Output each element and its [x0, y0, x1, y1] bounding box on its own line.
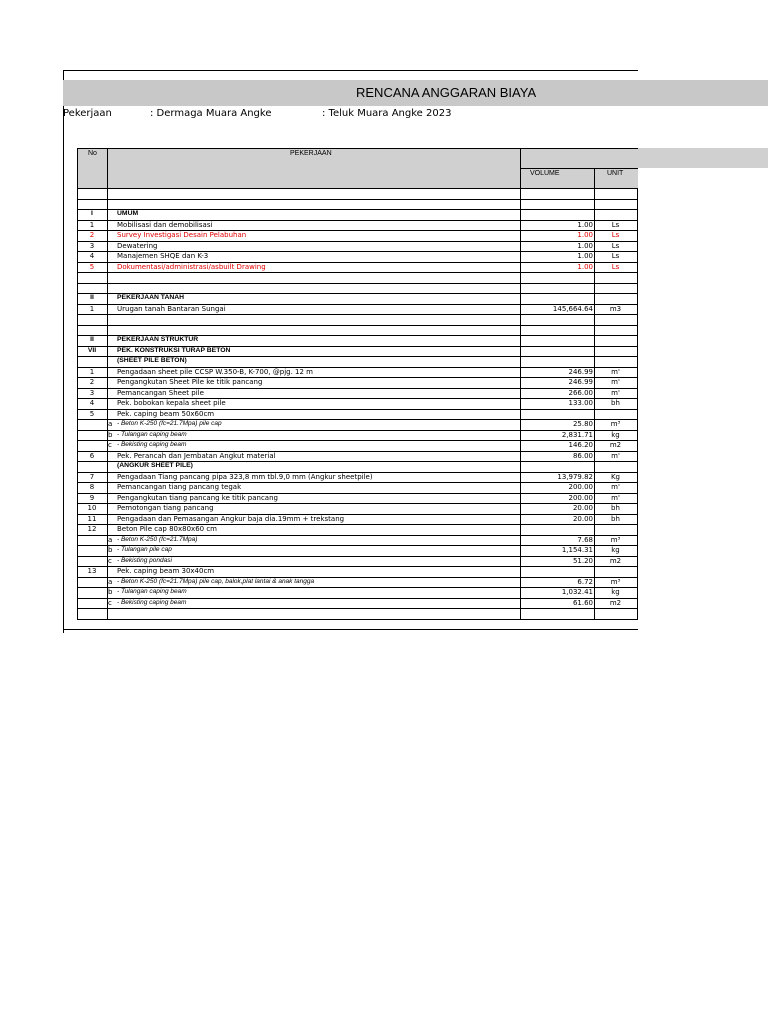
row-sub-index: b — [108, 430, 113, 439]
grid-row-line — [77, 251, 638, 252]
row-unit — [594, 293, 637, 304]
row-number: 9 — [89, 493, 95, 502]
row-unit: kg — [611, 430, 620, 439]
row-description: - Tulangan caping beam — [117, 588, 187, 595]
row-volume: 1,032.41 — [561, 588, 593, 596]
row-volume — [521, 293, 593, 304]
row-volume — [521, 619, 593, 630]
row-unit — [594, 283, 637, 294]
info-label: Pekerjaan — [63, 108, 112, 119]
info-project: : Dermaga Muara Angke — [150, 108, 272, 119]
grid-row-line — [77, 482, 638, 483]
table-row — [63, 535, 638, 546]
row-unit: m³ — [610, 420, 621, 428]
page-title: RENCANA ANGGARAN BIAYA — [356, 85, 537, 100]
header-unit: UNIT — [607, 170, 624, 177]
grid-row-line — [77, 440, 638, 441]
row-volume: 133.00 — [568, 399, 593, 407]
row-description: Mobilisasi dan demobilisasi — [117, 220, 213, 229]
grid-row-line — [77, 304, 638, 305]
row-number — [77, 535, 107, 546]
row-number — [77, 461, 107, 472]
grid-row-line — [77, 608, 638, 609]
grid-row-line — [77, 409, 638, 410]
grid-row-line — [77, 325, 638, 326]
table-row — [63, 472, 638, 483]
header-no: No — [88, 150, 97, 157]
row-number: 5 — [89, 262, 95, 271]
table-row — [63, 325, 638, 336]
row-description: - Beton K-250 (fc=21.7Mpa) pile cap — [117, 420, 222, 427]
row-description: Manajemen SHQE dan K-3 — [117, 252, 209, 260]
row-description: PEKERJAAN TANAH — [117, 294, 185, 301]
row-description: - Bekisting pondasi — [117, 556, 172, 564]
row-description: Pek. Perancah dan Jembatan Angkut material — [117, 451, 276, 460]
row-number — [77, 440, 107, 451]
row-description: (SHEET PILE BETON) — [117, 357, 187, 364]
table-row — [63, 587, 638, 598]
row-description — [117, 188, 517, 199]
table-row — [63, 556, 638, 567]
table-row — [63, 293, 638, 304]
row-volume: 51.20 — [572, 556, 593, 565]
row-unit — [594, 314, 637, 325]
grid-column-line — [594, 188, 595, 619]
sheet-top-border — [63, 70, 638, 71]
row-description: Pek. bobokan kepala sheet pile — [117, 399, 226, 407]
row-sub-index: c — [108, 441, 112, 449]
row-volume — [521, 524, 593, 535]
row-volume — [521, 325, 593, 336]
row-unit: Kg — [610, 472, 621, 481]
header-pekerjaan-divider — [520, 148, 521, 188]
row-number: II — [90, 294, 94, 301]
row-unit — [594, 461, 637, 472]
table-row — [63, 619, 638, 630]
row-volume: 25.80 — [572, 420, 593, 428]
grid-row-line — [77, 472, 638, 473]
row-sub-index: a — [108, 535, 113, 544]
grid-row-line — [77, 577, 638, 578]
sheet-bottom-border — [63, 629, 638, 630]
table-row — [63, 377, 638, 388]
row-volume — [521, 209, 593, 220]
row-unit: Ls — [611, 252, 620, 260]
row-description: Pemancangan tiang pancang tegak — [117, 483, 242, 491]
grid-row-line — [77, 619, 638, 620]
table-row — [63, 283, 638, 294]
row-unit: m2 — [609, 441, 622, 449]
row-volume: 1.00 — [577, 262, 593, 271]
row-unit: m' — [611, 493, 620, 502]
row-unit: m' — [611, 378, 620, 386]
row-unit: Ls — [611, 262, 620, 271]
grid-row-line — [77, 199, 638, 200]
row-description: Urugan tanah Bantaran Sungai — [117, 304, 226, 313]
row-unit — [594, 608, 637, 619]
row-unit: m' — [611, 483, 620, 491]
row-number: 11 — [87, 514, 97, 523]
grid-row-line — [77, 598, 638, 599]
grid-row-line — [77, 514, 638, 515]
row-number — [77, 419, 107, 430]
row-description — [117, 314, 517, 325]
row-volume: 1.00 — [577, 241, 593, 250]
table-row — [63, 514, 638, 525]
table-row — [63, 566, 638, 577]
table-row — [63, 388, 638, 399]
row-number: 2 — [89, 378, 95, 386]
table-row — [63, 188, 638, 199]
row-number — [77, 199, 107, 210]
row-volume: 6.72 — [577, 577, 593, 586]
row-volume: 145,664.64 — [552, 304, 593, 313]
row-description: Pek. caping beam 50x60cm — [117, 409, 215, 418]
row-unit — [594, 335, 637, 346]
row-description — [117, 608, 517, 619]
row-unit: m2 — [609, 556, 622, 565]
row-unit: bh — [611, 399, 620, 407]
grid-row-line — [77, 293, 638, 294]
table-row — [63, 577, 638, 588]
row-unit — [594, 325, 637, 336]
grid-row-line — [77, 272, 638, 273]
grid-row-line — [77, 283, 638, 284]
row-number: 8 — [89, 483, 95, 491]
header-volume: VOLUME — [530, 170, 560, 177]
row-description: - Beton K-250 (fc=21.7Mpa) — [117, 535, 198, 543]
row-description: Pemotongan tiang pancang — [117, 504, 214, 512]
row-unit — [594, 566, 637, 577]
row-description: Dokumentasi/administrasi/asbuilt Drawing — [117, 262, 266, 271]
row-unit: Ls — [611, 220, 620, 229]
row-number: II — [90, 336, 94, 343]
grid-row-line — [77, 461, 638, 462]
row-unit: Ls — [611, 231, 620, 239]
row-number: I — [91, 210, 93, 217]
row-volume: 246.99 — [568, 367, 593, 376]
row-sub-index: b — [108, 546, 113, 554]
table-row — [63, 419, 638, 430]
grid-row-line — [77, 262, 638, 263]
table-row — [63, 430, 638, 441]
row-number — [77, 619, 107, 630]
row-volume — [521, 356, 593, 367]
row-number: 4 — [89, 399, 95, 407]
row-number — [77, 356, 107, 367]
row-unit — [594, 188, 637, 199]
row-number — [77, 283, 107, 294]
grid-column-line — [637, 188, 638, 619]
row-number: 7 — [89, 472, 95, 481]
grid-row-line — [77, 493, 638, 494]
row-unit — [594, 272, 637, 283]
row-unit: m³ — [610, 535, 621, 544]
info-location: : Teluk Muara Angke 2023 — [322, 108, 452, 119]
row-unit: m' — [611, 367, 620, 376]
grid-row-line — [77, 314, 638, 315]
row-number: 1 — [89, 304, 95, 313]
row-number: 10 — [87, 504, 97, 512]
row-volume — [521, 608, 593, 619]
row-volume — [521, 272, 593, 283]
row-description: Pengadaan sheet pile CCSP W.350-B, K-700, @pjg. 12 m — [117, 367, 313, 376]
row-number — [77, 598, 107, 609]
row-volume — [521, 461, 593, 472]
table-row — [63, 314, 638, 325]
grid-row-line — [77, 524, 638, 525]
grid-row-line — [77, 346, 638, 347]
grid-row-line — [77, 430, 638, 431]
header-no-divider — [107, 148, 108, 188]
row-number: 3 — [89, 388, 95, 397]
row-volume — [521, 188, 593, 199]
row-unit — [594, 356, 637, 367]
grid-column-line — [520, 188, 521, 619]
row-number — [77, 587, 107, 598]
row-unit: m3 — [609, 304, 622, 313]
table-row — [63, 367, 638, 378]
row-volume: 146.20 — [568, 441, 593, 449]
table-row — [63, 608, 638, 619]
table-row — [63, 493, 638, 504]
grid-row-line — [77, 545, 638, 546]
row-description — [117, 325, 517, 336]
row-unit: m³ — [610, 577, 621, 586]
table-row — [63, 503, 638, 514]
row-number — [77, 556, 107, 567]
table-row — [63, 272, 638, 283]
table-row — [63, 199, 638, 210]
table-row — [63, 356, 638, 367]
grid-row-line — [77, 220, 638, 221]
row-number: 2 — [89, 231, 95, 239]
row-volume: 1.00 — [577, 231, 593, 239]
row-description: Pengadaan Tiang pancang pipa 323,8 mm tbl.9,0 mm (Angkur sheetpile) — [117, 472, 373, 481]
header-mid-line — [521, 168, 638, 169]
table-row — [63, 346, 638, 357]
row-unit — [594, 524, 637, 535]
grid-row-line — [77, 419, 638, 420]
row-volume — [521, 335, 593, 346]
table-row — [63, 398, 638, 409]
table-row — [63, 262, 638, 273]
row-description: PEK. KONSTRUKSI TURAP BETON — [117, 346, 231, 354]
row-volume: 7.68 — [577, 535, 593, 544]
row-volume: 1,154.31 — [561, 546, 593, 554]
row-unit: m' — [611, 451, 620, 460]
row-number — [77, 430, 107, 441]
header-left-border — [77, 148, 78, 188]
grid-row-line — [77, 566, 638, 567]
row-number — [77, 188, 107, 199]
row-number — [77, 545, 107, 556]
row-description: UMUM — [117, 210, 139, 217]
row-unit: bh — [611, 504, 620, 512]
header-volume-divider — [594, 168, 595, 188]
grid-row-line — [77, 241, 638, 242]
grid-row-line — [77, 451, 638, 452]
grid-row-line — [77, 535, 638, 536]
row-description: - Bekisting caping beam — [117, 441, 187, 448]
grid-row-line — [77, 556, 638, 557]
header-background — [77, 148, 768, 168]
row-volume: 246.99 — [568, 378, 593, 386]
row-description — [117, 272, 517, 283]
row-number: 5 — [89, 409, 95, 418]
grid-row-line — [77, 398, 638, 399]
row-description — [117, 619, 517, 630]
grid-column-line — [107, 188, 108, 619]
row-description: - Bekisting caping beam — [117, 598, 187, 606]
row-volume: 1.00 — [577, 252, 593, 260]
row-unit: m2 — [609, 598, 622, 607]
row-number — [77, 272, 107, 283]
row-volume: 20.00 — [572, 504, 593, 512]
row-number: 1 — [89, 220, 95, 229]
table-row — [63, 230, 638, 241]
row-number — [77, 577, 107, 588]
grid-row-line — [77, 230, 638, 231]
row-number: 13 — [87, 567, 97, 575]
grid-column-line — [77, 188, 78, 619]
header-background-lower — [77, 168, 521, 188]
row-number — [77, 314, 107, 325]
table-row — [63, 482, 638, 493]
row-volume: 86.00 — [572, 451, 593, 460]
row-number: 12 — [87, 525, 97, 533]
row-unit — [594, 619, 637, 630]
row-description: Survey Investigasi Desain Pelabuhan — [117, 231, 247, 239]
row-unit: bh — [611, 514, 620, 523]
row-number: 1 — [89, 367, 95, 376]
table-row — [63, 220, 638, 231]
row-number: 3 — [89, 241, 95, 250]
table-row — [63, 241, 638, 252]
row-description: Pemancangan Sheet pile — [117, 388, 204, 397]
grid-row-line — [77, 356, 638, 357]
row-unit — [594, 209, 637, 220]
table-row — [63, 335, 638, 346]
row-description: Pengadaan dan Pemasangan Angkur baja dia.19mm + trekstang — [117, 514, 345, 523]
row-sub-index: c — [108, 556, 112, 565]
grid-row-line — [77, 209, 638, 210]
grid-row-line — [77, 367, 638, 368]
row-description: Pengangkutan tiang pancang ke titik pancang — [117, 493, 278, 502]
table-row — [63, 440, 638, 451]
row-description: - Tulangan pile cap — [117, 546, 172, 553]
table-row — [63, 251, 638, 262]
row-number — [77, 325, 107, 336]
row-description — [117, 283, 517, 294]
row-volume: 61.60 — [572, 598, 593, 607]
row-volume: 2,831.71 — [561, 430, 593, 439]
row-volume: 200.00 — [568, 493, 593, 502]
table-row — [63, 524, 638, 535]
row-description: - Tulangan caping beam — [117, 430, 187, 438]
row-number: 6 — [89, 451, 95, 460]
row-description: Beton Pile cap 80x80x60 cm — [117, 525, 217, 533]
row-description: Dewatering — [117, 241, 158, 250]
row-volume — [521, 283, 593, 294]
table-row — [63, 461, 638, 472]
row-description: Pengangkutan Sheet Pile ke titik pancang — [117, 378, 263, 386]
row-volume — [521, 409, 593, 420]
table-row — [63, 451, 638, 462]
row-description: Pek. caping beam 30x40cm — [117, 567, 215, 575]
header-top-line — [77, 148, 638, 149]
row-unit — [594, 409, 637, 420]
grid-row-line — [77, 503, 638, 504]
row-unit: Ls — [611, 241, 620, 250]
row-unit — [594, 346, 637, 357]
grid-row-line — [77, 377, 638, 378]
grid-row-line — [77, 388, 638, 389]
row-volume: 20.00 — [572, 514, 593, 523]
row-volume — [521, 566, 593, 577]
row-description: (ANGKUR SHEET PILE) — [117, 462, 193, 469]
grid-row-line — [77, 587, 638, 588]
row-sub-index: b — [108, 588, 113, 596]
row-unit: m' — [611, 388, 620, 397]
row-volume — [521, 314, 593, 325]
row-sub-index: c — [108, 598, 112, 607]
row-volume — [521, 199, 593, 210]
row-number: 4 — [89, 252, 95, 260]
table-row — [63, 598, 638, 609]
row-description: PEKERJAAN STRUKTUR — [117, 336, 199, 343]
row-number — [77, 608, 107, 619]
table-row — [63, 304, 638, 315]
row-sub-index: a — [108, 420, 113, 428]
row-volume: 266.00 — [568, 388, 593, 397]
header-pekerjaan: PEKERJAAN — [290, 150, 332, 157]
row-description — [117, 199, 517, 210]
grid-row-line — [77, 335, 638, 336]
row-volume — [521, 346, 593, 357]
table-row — [63, 409, 638, 420]
table-row — [63, 209, 638, 220]
row-unit — [594, 199, 637, 210]
row-sub-index: a — [108, 577, 113, 586]
row-unit: kg — [611, 546, 620, 554]
table-row — [63, 545, 638, 556]
row-volume: 200.00 — [568, 483, 593, 491]
row-description: - Beton K-250 (fc=21.7Mpa) pile cap, balok,plat lantai & anak tangga — [117, 577, 315, 585]
row-volume: 13,979.82 — [557, 472, 593, 481]
row-unit: kg — [611, 588, 620, 596]
row-volume: 1.00 — [577, 220, 593, 229]
row-number: VII — [87, 346, 97, 354]
grid-row-line — [77, 188, 638, 189]
